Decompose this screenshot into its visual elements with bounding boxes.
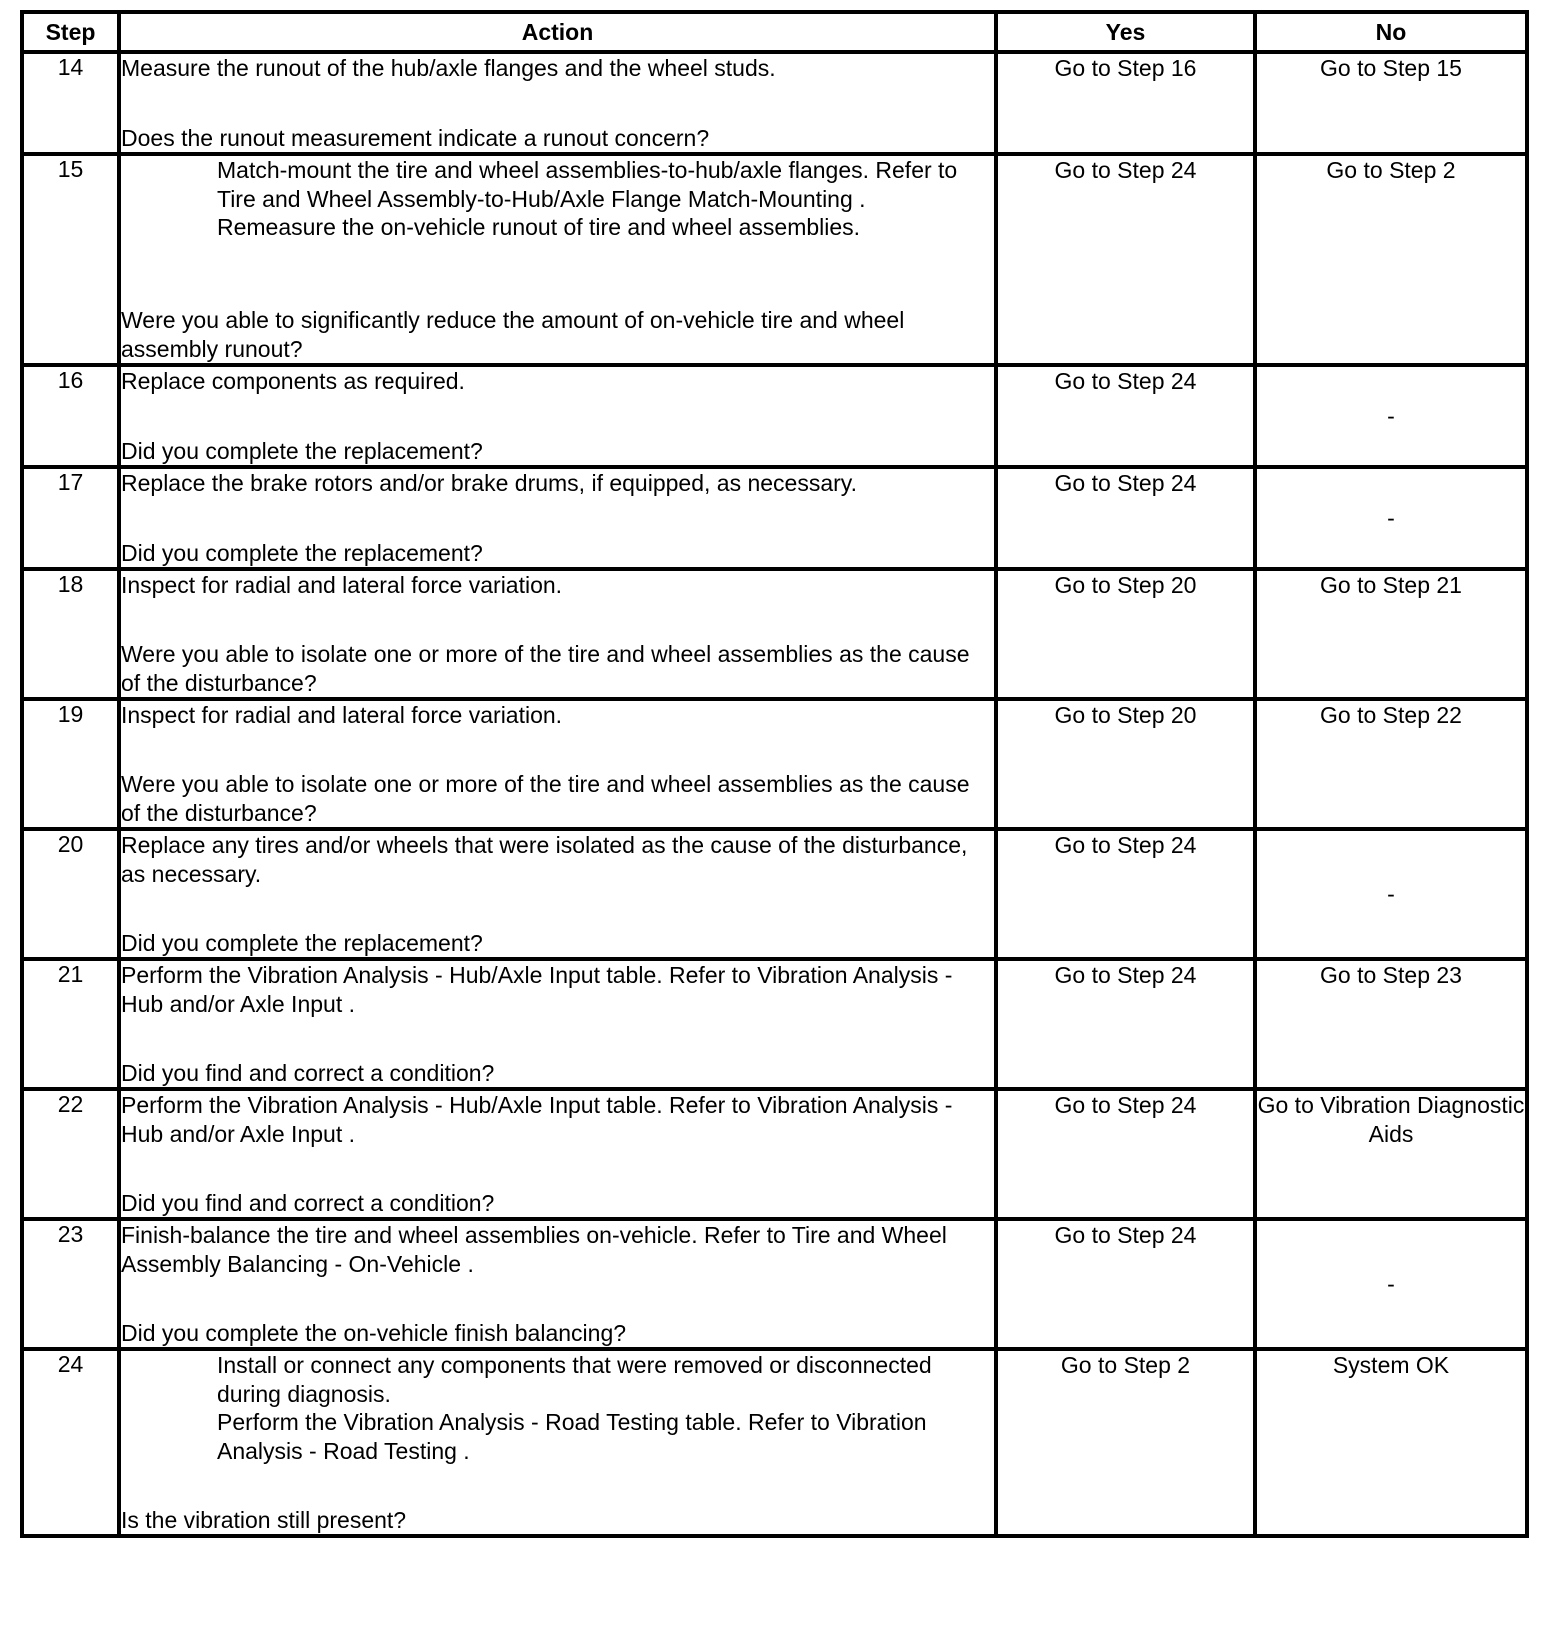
action-cell <box>119 959 996 1089</box>
action-cell <box>119 829 996 959</box>
header-action: Action <box>119 12 996 52</box>
diagnostic-table <box>20 10 1529 1538</box>
action-text: Measure the runout of the hub/axle flanges and the wheel studs. <box>121 55 776 81</box>
yes-result: Go to Step 16 <box>996 52 1255 154</box>
no-result: Go to Step 15 <box>1255 52 1527 154</box>
action-question: Is the vibration still present? <box>121 1506 407 1533</box>
step-number: 15 <box>22 154 119 365</box>
table-row <box>22 365 1527 467</box>
header-step: Step <box>22 12 119 52</box>
action-bullet: Install or connect any components that were removed or disconnected during diagnosis. <box>217 1352 932 1407</box>
step-number: 22 <box>22 1089 119 1219</box>
yes-result: Go to Step 24 <box>996 467 1255 569</box>
action-question: Did you find and correct a condition? <box>121 1189 495 1216</box>
action-question: Were you able to significantly reduce the amount of on-vehicle tire and wheel assembly runout? <box>121 307 905 362</box>
step-number: 16 <box>22 365 119 467</box>
action-text: Inspect for radial and lateral force variation. <box>121 572 563 598</box>
yes-result: Go to Step 24 <box>996 154 1255 365</box>
table-row <box>22 959 1527 1089</box>
action-question: Did you complete the replacement? <box>121 437 483 464</box>
yes-result: Go to Step 24 <box>996 829 1255 959</box>
no-result: - <box>1255 467 1527 569</box>
action-text: Replace the brake rotors and/or brake drums, if equipped, as necessary. <box>121 470 857 496</box>
action-question: Does the runout measurement indicate a runout concern? <box>121 124 710 151</box>
action-cell <box>119 569 996 699</box>
table-row <box>22 1089 1527 1219</box>
yes-result: Go to Step 24 <box>996 365 1255 467</box>
no-result: - <box>1255 365 1527 467</box>
no-result: Go to Step 2 <box>1255 154 1527 365</box>
action-text: Replace components as required. <box>121 368 465 394</box>
action-bullet: Match-mount the tire and wheel assemblies-to-hub/axle flanges. Refer to Tire and Wheel Assembly-to-Hub/Axle Flange Match-Mounting . <box>217 157 958 212</box>
action-question: Did you complete the replacement? <box>121 929 483 956</box>
action-text: Finish-balance the tire and wheel assemblies on-vehicle. Refer to Tire and Wheel Assembly Balancing - On-Vehicle . <box>121 1222 947 1277</box>
no-result: Go to Step 21 <box>1255 569 1527 699</box>
no-result: Go to Vibration Diagnostic Aids <box>1255 1089 1527 1219</box>
header-no: No <box>1255 12 1527 52</box>
action-question: Were you able to isolate one or more of the tire and wheel assemblies as the cause of the disturbance? <box>121 771 970 826</box>
no-result: - <box>1255 829 1527 959</box>
yes-result: Go to Step 20 <box>996 569 1255 699</box>
step-number: 19 <box>22 699 119 829</box>
action-question: Did you complete the on-vehicle finish balancing? <box>121 1319 627 1346</box>
table-row <box>22 52 1527 154</box>
action-text: Replace any tires and/or wheels that were isolated as the cause of the disturbance, as necessary. <box>121 832 968 887</box>
action-question: Were you able to isolate one or more of the tire and wheel assemblies as the cause of the disturbance? <box>121 641 970 696</box>
step-number: 24 <box>22 1349 119 1536</box>
action-cell <box>119 467 996 569</box>
step-number: 23 <box>22 1219 119 1349</box>
action-question: Did you find and correct a condition? <box>121 1059 495 1086</box>
action-cell <box>119 699 996 829</box>
action-text: Inspect for radial and lateral force variation. <box>121 702 563 728</box>
table-row <box>22 569 1527 699</box>
yes-result: Go to Step 20 <box>996 699 1255 829</box>
yes-result: Go to Step 24 <box>996 1219 1255 1349</box>
no-result: Go to Step 23 <box>1255 959 1527 1089</box>
table-row <box>22 829 1527 959</box>
table-row <box>22 1349 1527 1536</box>
table-row <box>22 699 1527 829</box>
table-row <box>22 1219 1527 1349</box>
yes-result: Go to Step 2 <box>996 1349 1255 1536</box>
yes-result: Go to Step 24 <box>996 1089 1255 1219</box>
action-bullet: Perform the Vibration Analysis - Road Testing table. Refer to Vibration Analysis - Road Testing . <box>217 1409 927 1464</box>
header-yes: Yes <box>996 12 1255 52</box>
action-cell <box>119 52 996 154</box>
table-row <box>22 467 1527 569</box>
action-cell <box>119 365 996 467</box>
action-bullet: Remeasure the on-vehicle runout of tire and wheel assemblies. <box>217 214 861 240</box>
action-cell <box>119 1349 996 1536</box>
action-cell <box>119 1219 996 1349</box>
table-row <box>22 154 1527 365</box>
no-result: System OK <box>1255 1349 1527 1536</box>
no-result: - <box>1255 1219 1527 1349</box>
action-cell <box>119 1089 996 1219</box>
action-question: Did you complete the replacement? <box>121 539 483 566</box>
step-number: 14 <box>22 52 119 154</box>
no-result: Go to Step 22 <box>1255 699 1527 829</box>
header-row <box>22 12 1527 52</box>
yes-result: Go to Step 24 <box>996 959 1255 1089</box>
step-number: 18 <box>22 569 119 699</box>
step-number: 20 <box>22 829 119 959</box>
action-text: Perform the Vibration Analysis - Hub/Axle Input table. Refer to Vibration Analysis - Hub and/or Axle Input . <box>121 962 953 1017</box>
step-number: 21 <box>22 959 119 1089</box>
action-text: Perform the Vibration Analysis - Hub/Axle Input table. Refer to Vibration Analysis - Hub and/or Axle Input . <box>121 1092 953 1147</box>
action-cell <box>119 154 996 365</box>
step-number: 17 <box>22 467 119 569</box>
